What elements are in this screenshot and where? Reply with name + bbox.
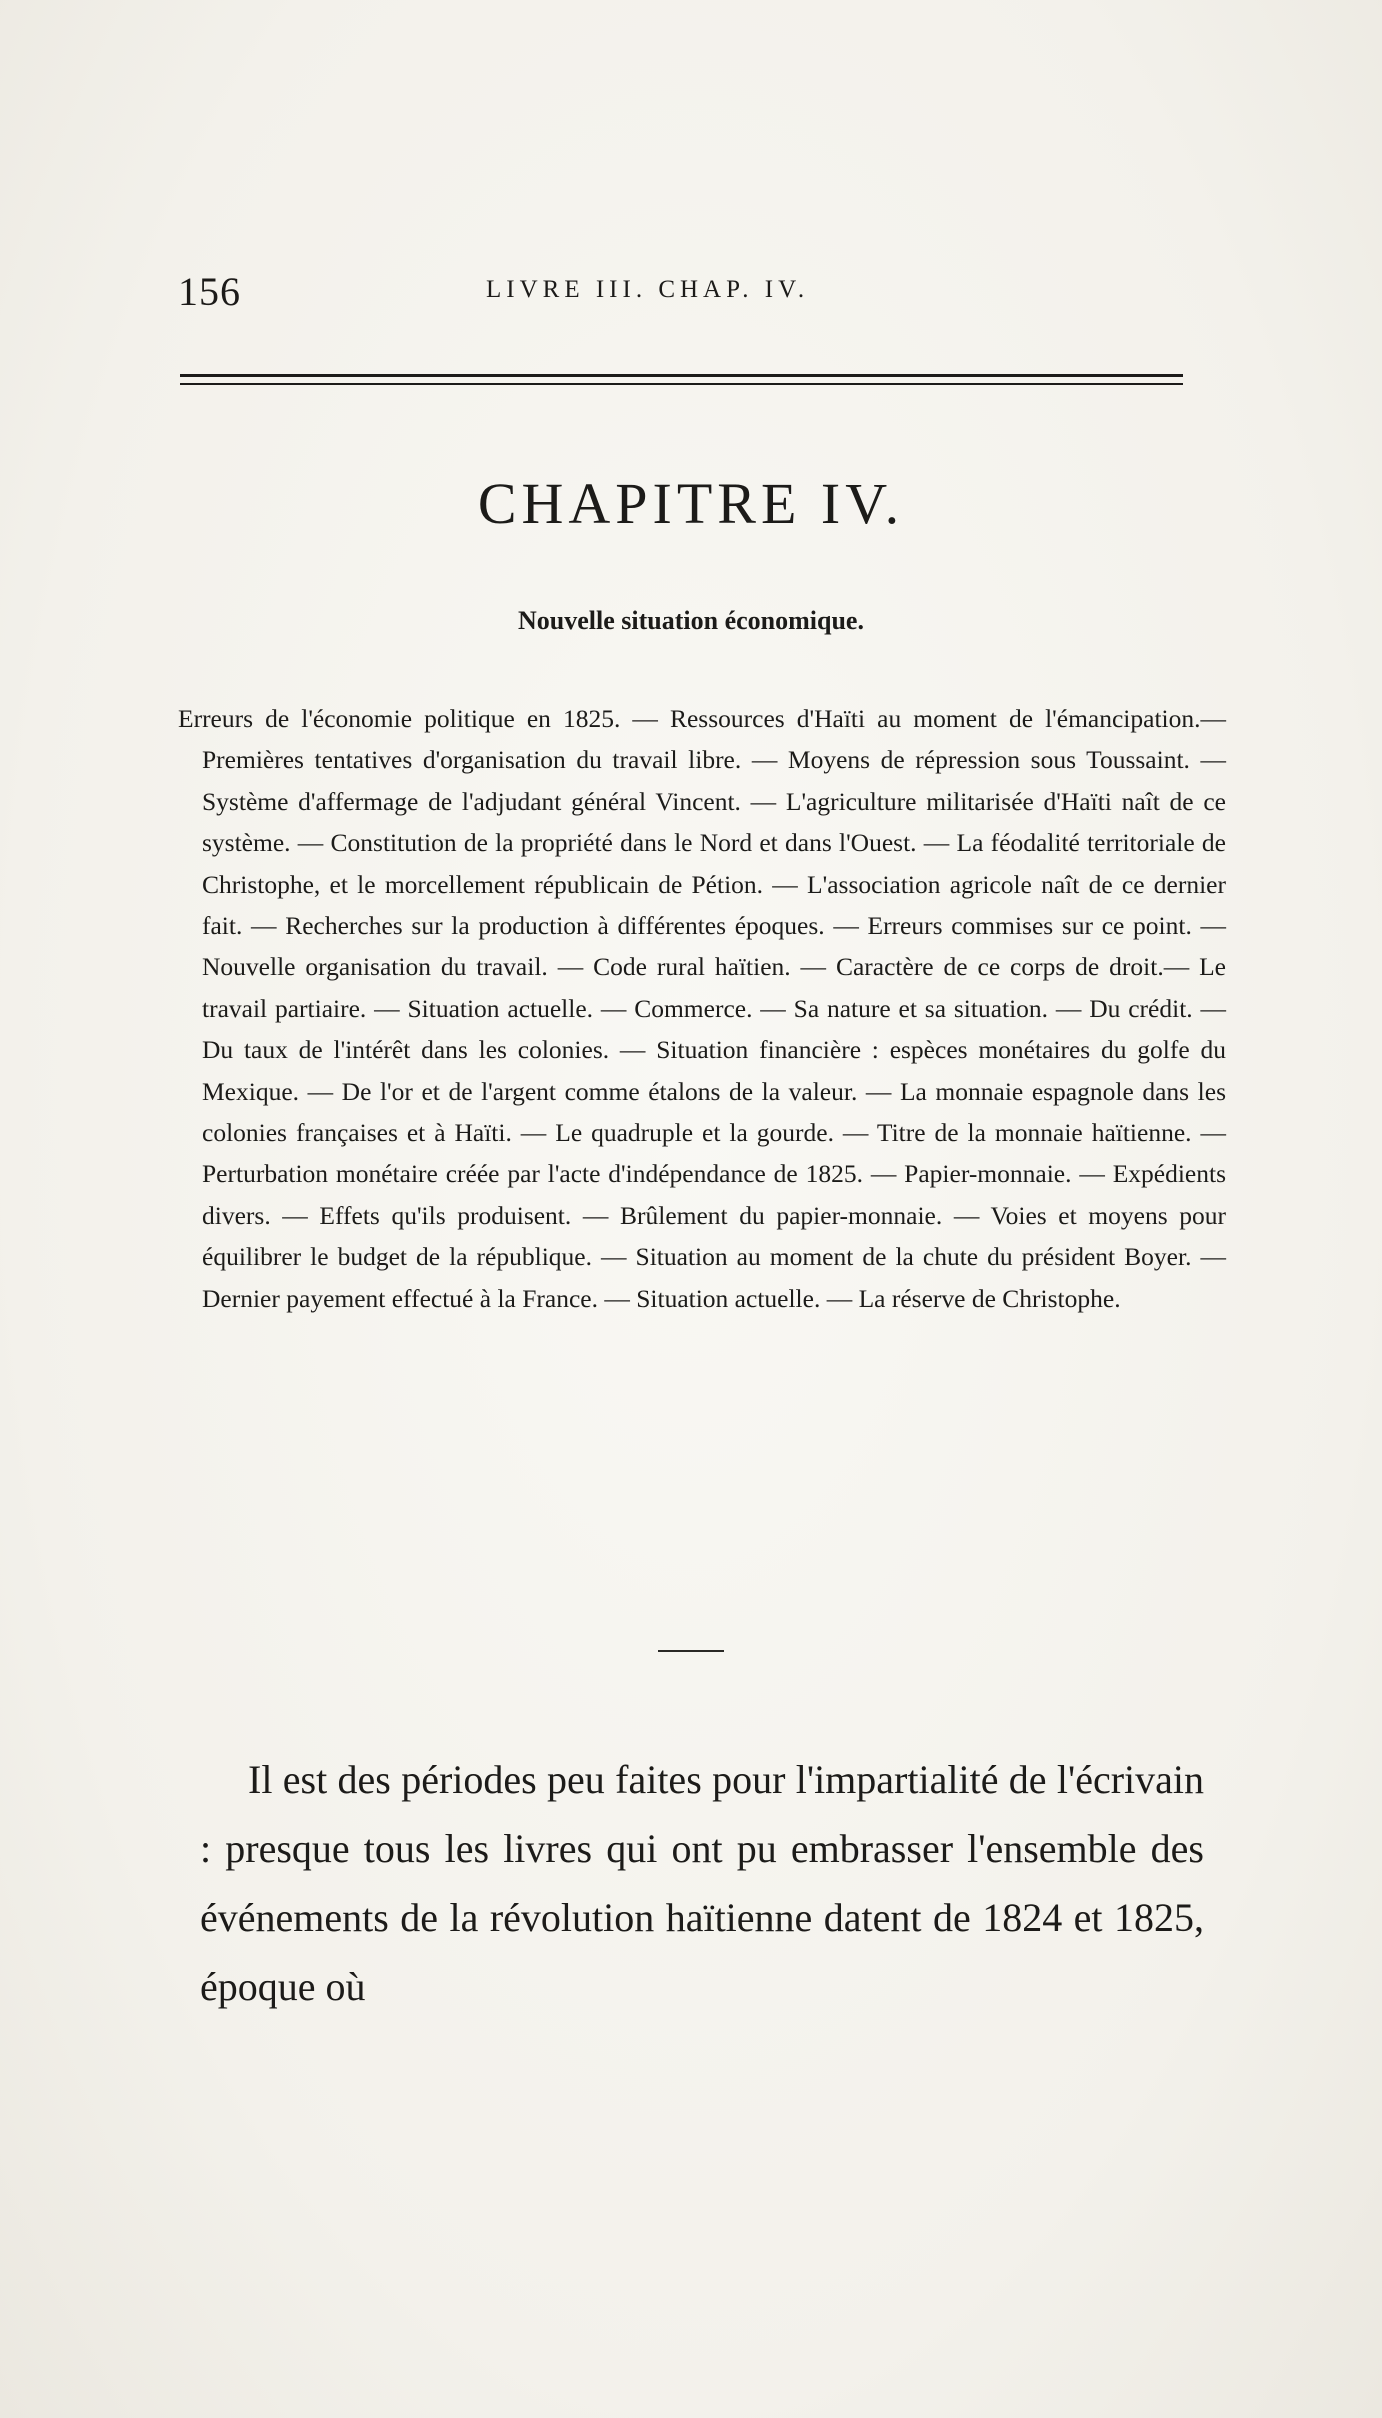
running-head [178, 268, 1178, 318]
running-title: LIVRE III. CHAP. IV. [486, 276, 810, 303]
header-rule-thin [180, 383, 1183, 385]
page-number: 156 [178, 269, 241, 314]
header-rule-thick [180, 374, 1183, 377]
section-separator [658, 1650, 724, 1652]
body-paragraph: Il est des périodes peu faites pour l'impartialité de l'écrivain : presque tous les livres qui ont pu embrasser l'ensemble des événements de la révolution haïtienne datent de 1824 et 1825, époque où [200, 1757, 1204, 2009]
chapter-summary: Erreurs de l'économie politique en 1825. — Ressources d'Haïti au moment de l'émancipation.— Premières tentatives d'organisation du travail libre. — Moyens de répression sous Toussaint. — Système d'affermage de l'adjudant général Vincent. — L'agriculture militarisée d'Haïti naît de ce système. — Constitution de la propriété dans le Nord et dans l'Ouest. — La féodalité territoriale de Christophe, et le morcellement républicain de Pétion. — L'association agricole naît de ce dernier fait. — Recherches sur la production à différentes époques. — Erreurs commises sur ce point. — Nouvelle organisation du travail. — Code rural haïtien. — Caractère de ce corps de droit.— Le travail partiaire. — Situation actuelle. — Commerce. — Sa nature et sa situation. — Du crédit. — Du taux de l'intérêt dans les colonies. — Situation financière : espèces monétaires du golfe du Mexique. — De l'or et de l'argent comme étalons de la valeur. — La monnaie espagnole dans les colonies françaises et à Haïti. — Le quadruple et la gourde. — Titre de la monnaie haïtienne. — Perturbation monétaire créée par l'acte d'indépendance de 1825. — Papier-monnaie. — Expédients divers. — Effets qu'ils produisent. — Brûlement du papier-monnaie. — Voies et moyens pour équilibrer le budget de la république. — Situation au moment de la chute du président Boyer. — Dernier payement effectué à la France. — Situation actuelle. — La réserve de Christophe. [178, 704, 1226, 1313]
chapter-title: CHAPITRE IV. [477, 471, 905, 536]
chapter-subtitle: Nouvelle situation économique. [518, 606, 864, 635]
